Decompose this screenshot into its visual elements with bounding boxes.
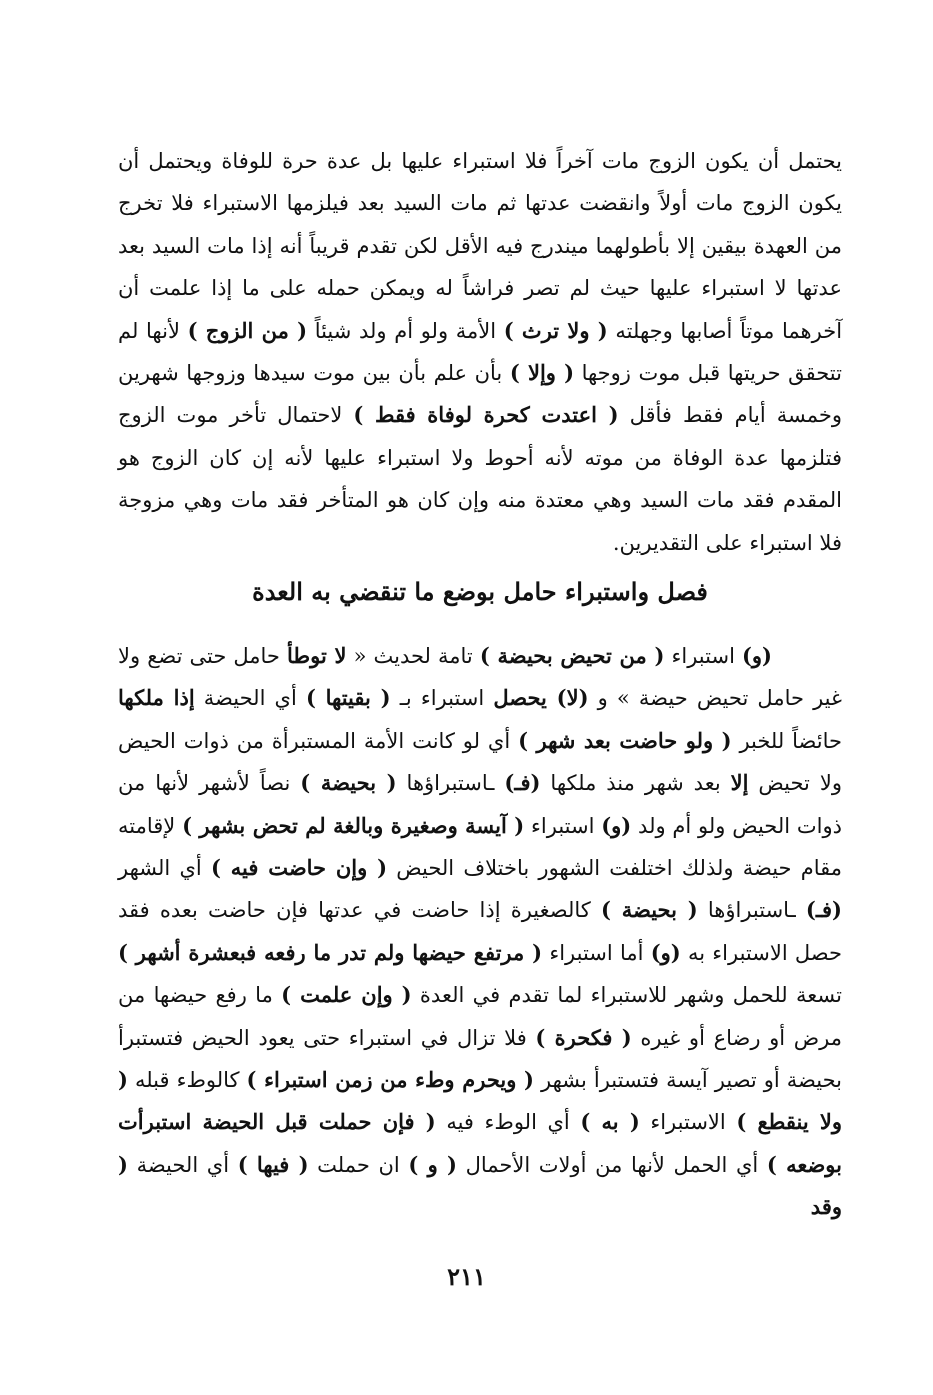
bold-phrase: ( وإن علمت ) <box>281 982 412 1008</box>
bold-phrase: ( به ) <box>580 1109 640 1135</box>
bold-phrase: (فـ) <box>805 897 842 923</box>
text-run: أي الوطء فيه <box>435 1110 581 1135</box>
bold-phrase: ( ولا ترث ) <box>503 317 608 343</box>
bold-phrase: ( فكحرة ) <box>535 1024 632 1050</box>
bold-phrase: ( فيها ) <box>237 1151 309 1177</box>
text-run: بعد شهر منذ ملكها <box>540 771 731 796</box>
bold-phrase: لا توطأ <box>287 643 347 668</box>
bold-phrase: ( اعتدت كحرة لوفاة فقط ) <box>353 402 619 428</box>
text-run: حائضاً للخبر <box>731 728 842 753</box>
bold-phrase: ( ولا ينقطع ) <box>118 1067 843 1135</box>
bold-phrase: ( وإلا ) <box>509 360 575 386</box>
bold-phrase: ( بحيضة ) <box>300 770 397 796</box>
text-run: فلا تزال في استبراء حتى يعود الحيض فتستبرأ بحيضة أو تصير آيسة فتستبرأ بشهر <box>118 1025 842 1093</box>
text-run: حامل حتى تضع ولا غير حامل تحيض حيضة » و <box>118 644 842 711</box>
text-run: استبراء <box>524 813 602 838</box>
bold-phrase: ( فإن حملت قبل الحيضة استبرأت بوضعه ) <box>118 1109 842 1177</box>
bold-phrase: ( آيسة وصغيرة وبالغة لم تحض بشهر ) <box>182 812 525 838</box>
page-number: ٢١١ <box>447 1262 486 1291</box>
text-run: أما استبراء <box>542 940 651 965</box>
text-run: لإقامته مقام حيضة ولذلك اختلفت الشهور باختلاف الحيض <box>118 813 842 881</box>
text-run: أي لو كانت الأمة المستبرأة من ذوات الحيض ولا تحيض <box>118 728 842 796</box>
text-run: لأنها لم تتحقق حريتها قبل موت زوجها <box>118 318 842 386</box>
bold-phrase: (و) <box>650 939 681 965</box>
text-run: نصاً لأشهر لأنها من ذوات الحيض ولو أم ولد <box>118 771 842 838</box>
text-run: بأن علم بأن بين موت سيدها وزوجها شهرين وخمسة أيام فقط فأقل <box>118 361 842 428</box>
paragraph-continuation <box>118 140 842 564</box>
section-heading: فصل واستبراء حامل بوضع ما تنقضي به العدة <box>252 577 708 606</box>
text-run: ان حملت <box>308 1152 409 1177</box>
text-run: أي الحيضة <box>194 686 306 711</box>
bold-phrase: ( بقيتها ) <box>305 685 391 711</box>
bold-phrase: ( مرتفع حيضها ولم تدر ما رفعه فبعشرة أشهر ) <box>118 939 543 965</box>
bold-phrase: (و) <box>741 643 772 668</box>
bold-phrase: (لا) يحصل <box>493 685 589 711</box>
bold-phrase: (و) <box>601 812 632 838</box>
text-run: استبراء <box>664 644 742 668</box>
text-run: يحتمل أن يكون الزوج مات آخراً فلا استبراء عليها بل عدة حرة للوفاة ويحتمل أن يكون الزوج مات أولاً وانقضت عدتها ثم مات السيد بعد فيلزمها الاستبراء فلا تخرج من العهدة بيقين إلا بأطولهما ميندرج فيه الأقل لكن تقدم قريباً أنه إذا مات السيد بعد عدتها لا استبراء عليها حيث لم تصر فراشاً له ويمكن حمله على ما إذا علمت أن آخرهما موتاً أصابها وجهلته <box>118 149 843 343</box>
paragraph-istibra <box>118 635 842 1229</box>
text-run: تامة لحديث « <box>346 644 480 668</box>
text-run: أي الحمل لأنها من أولات الأحمال <box>456 1152 767 1177</box>
bold-phrase: ( وقد <box>118 1151 842 1220</box>
text-run: أي الحيضة <box>127 1152 238 1177</box>
bold-phrase: ( من الزوج ) <box>187 317 308 343</box>
bold-phrase: ( بحيضة ) <box>600 897 698 923</box>
text-run: لاحتمال تأخر موت الزوج فتلزمها عدة الوفاة من موته لأنه أحوط ولا استبراء عليها لأنه إن كان الزوج هو المقدم فقد مات السيد وهي معتدة منه وإن كان هو المتأخر فقد مات وهي مزوجة فلا استبراء على التقديرين. <box>118 403 842 555</box>
text-run: الأمة ولو أم ولد شيئاً <box>307 318 504 343</box>
bold-phrase: إلا <box>730 770 749 796</box>
text-run: استبراء بـ <box>390 686 494 711</box>
text-run: ـاستبراؤها <box>396 771 505 796</box>
bold-phrase: ( ولو حاضت بعد شهر ) <box>518 727 732 753</box>
bold-phrase: إذا ملكها <box>118 685 195 711</box>
text-run: تسعة للحمل وشهر للاستبراء لما تقدم في العدة <box>411 983 843 1008</box>
text-run: كالصغيرة إذا حاضت في عدتها فإن حاضت بعده فقد حصل الاستبراء به <box>118 898 842 965</box>
paragraph-text <box>118 140 842 564</box>
text-run: أي الشهر <box>118 856 211 881</box>
text-run: ـاستبراؤها <box>697 898 806 923</box>
paragraph-text <box>118 635 842 1229</box>
text-run: كالوطء قبله <box>127 1068 247 1093</box>
bold-phrase: ( ويحرم وطء من زمن استبراء ) <box>246 1067 534 1093</box>
text-run: الاستبراء <box>639 1110 737 1135</box>
bold-phrase: (فـ) <box>504 770 541 796</box>
bold-phrase: ( و ) <box>408 1151 457 1177</box>
bold-phrase: ( وإن حاضت فيه ) <box>210 855 388 881</box>
bold-phrase: ( من تحيض بحيضة ) <box>479 643 665 668</box>
text-run: ما رفع حيضها من مرض أو رضاع أو غيره <box>118 983 842 1050</box>
